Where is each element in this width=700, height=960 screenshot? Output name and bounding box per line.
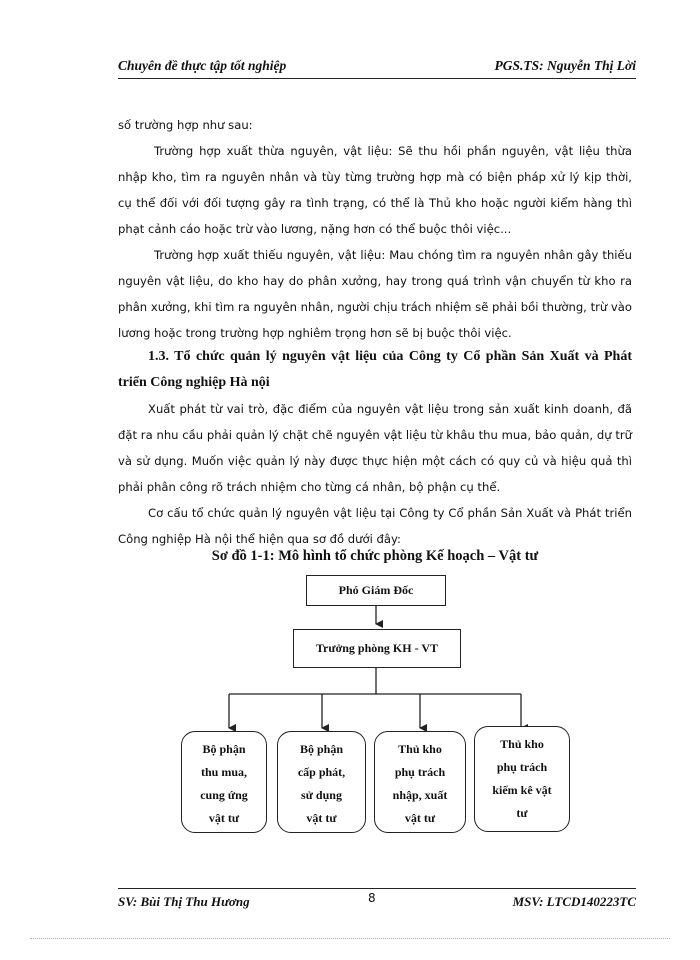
page-footer — [118, 888, 636, 910]
paragraph-management-need: Xuất phát từ vai trò, đặc điểm của nguyên vật liệu trong sản xuất kinh doanh, đã đặt ra nhu cầu phải quản lý chặt chẽ nguyên vật liệu từ khâu thu mua, bảo quản, dự trữ và sử dụng. Muốn việc quản lý này được thực hiện một cách có quy củ và hiệu quả thì phải phân công rõ trách nhiệm cho từng cá nhân, bộ phận cụ thể. — [118, 402, 632, 494]
org-box-planning-head: Trưởng phòng KH - VT — [293, 629, 461, 668]
org-box-vice-director: Phó Giám Đốc — [306, 575, 446, 606]
footer-student-id: MSV: LTCD140223TC — [512, 894, 636, 909]
section-heading: 1.3. Tổ chức quản lý nguyên vật liệu của Công ty Cổ phần Sản Xuất và Phát triển Công nghiệp Hà nội — [118, 349, 632, 390]
unit-2-line-4: vật tư — [306, 811, 337, 825]
unit-1-line-1: Bộ phận — [202, 742, 246, 756]
unit-3-line-4: vật tư — [404, 811, 436, 825]
unit-2-line-2: cấp phát, — [297, 765, 346, 779]
page-number: 8 — [368, 891, 376, 905]
org-box-warehouse-audit-keeper — [474, 726, 570, 832]
unit-2-line-1: Bộ phận — [299, 742, 344, 756]
org-box-purchasing-unit — [181, 731, 267, 833]
header-course-title: Chuyên đề thực tập tốt nghiệp — [118, 58, 287, 73]
org-box-distribution-unit — [277, 731, 366, 833]
unit-4-line-3: kiểm kê vật — [492, 783, 552, 797]
paragraph-structure-intro: Cơ cấu tổ chức quản lý nguyên vật liệu tại Công ty Cổ phần Sản Xuất và Phát triển Công nghiệp Hà nội thể hiện qua sơ đồ dưới đây: — [118, 506, 632, 546]
unit-4-line-2: phụ trách — [496, 760, 548, 774]
unit-3-line-1: Thủ kho — [398, 742, 442, 756]
footer-student-name: SV: Bùi Thị Thu Hương — [118, 894, 250, 909]
unit-1-line-4: vật tư — [208, 811, 240, 825]
paragraph-shortage-material: Trường hợp xuất thiếu nguyên, vật liệu: Mau chóng tìm ra nguyên nhân gây thiếu nguyên vật liệu, do kho hay do phân xưởng, hay trong quá trình vận chuyển từ kho ra phân xưởng, khi tìm ra nguyên nhân, người chịu trách nhiệm sẽ phải bồi thường, trừ vào lương hoặc trong trường hợp nghiêm trọng hơn sẽ bị buộc thôi việc. — [118, 248, 632, 340]
unit-1-line-2: thu mua, — [200, 765, 247, 779]
header-supervisor: PGS.TS: Nguyễn Thị Lời — [494, 58, 636, 73]
org-box-warehouse-io-keeper — [374, 731, 466, 833]
diagram-title: Sơ đồ 1-1: Mô hình tổ chức phòng Kế hoạch – Vật tư — [211, 548, 539, 564]
unit-3-line-3: nhập, xuất — [392, 788, 448, 802]
unit-4-line-4: tư — [516, 806, 528, 820]
paragraph-intro: số trường hợp như sau: — [118, 118, 253, 132]
unit-4-line-1: Thủ kho — [500, 737, 544, 751]
paragraph-excess-material: Trường hợp xuất thừa nguyên, vật liệu: Sẽ thu hồi phần nguyên, vật liệu thừa nhập kho, tìm ra nguyên nhân và tùy từng trường hợp mà có biện pháp xử lý kịp thời, cụ thể đối với đối tượng gây ra tình trạng, có thể là Thủ kho hoặc người kiểm hàng thì phạt cảnh cáo hoặc trừ vào lương, nặng hơn có thể buộc thôi việc... — [118, 144, 632, 236]
page-bottom-border — [30, 938, 670, 939]
unit-3-line-2: phụ trách — [394, 765, 446, 779]
unit-2-line-3: sử dụng — [301, 788, 342, 802]
unit-1-line-3: cung ứng — [200, 788, 248, 802]
